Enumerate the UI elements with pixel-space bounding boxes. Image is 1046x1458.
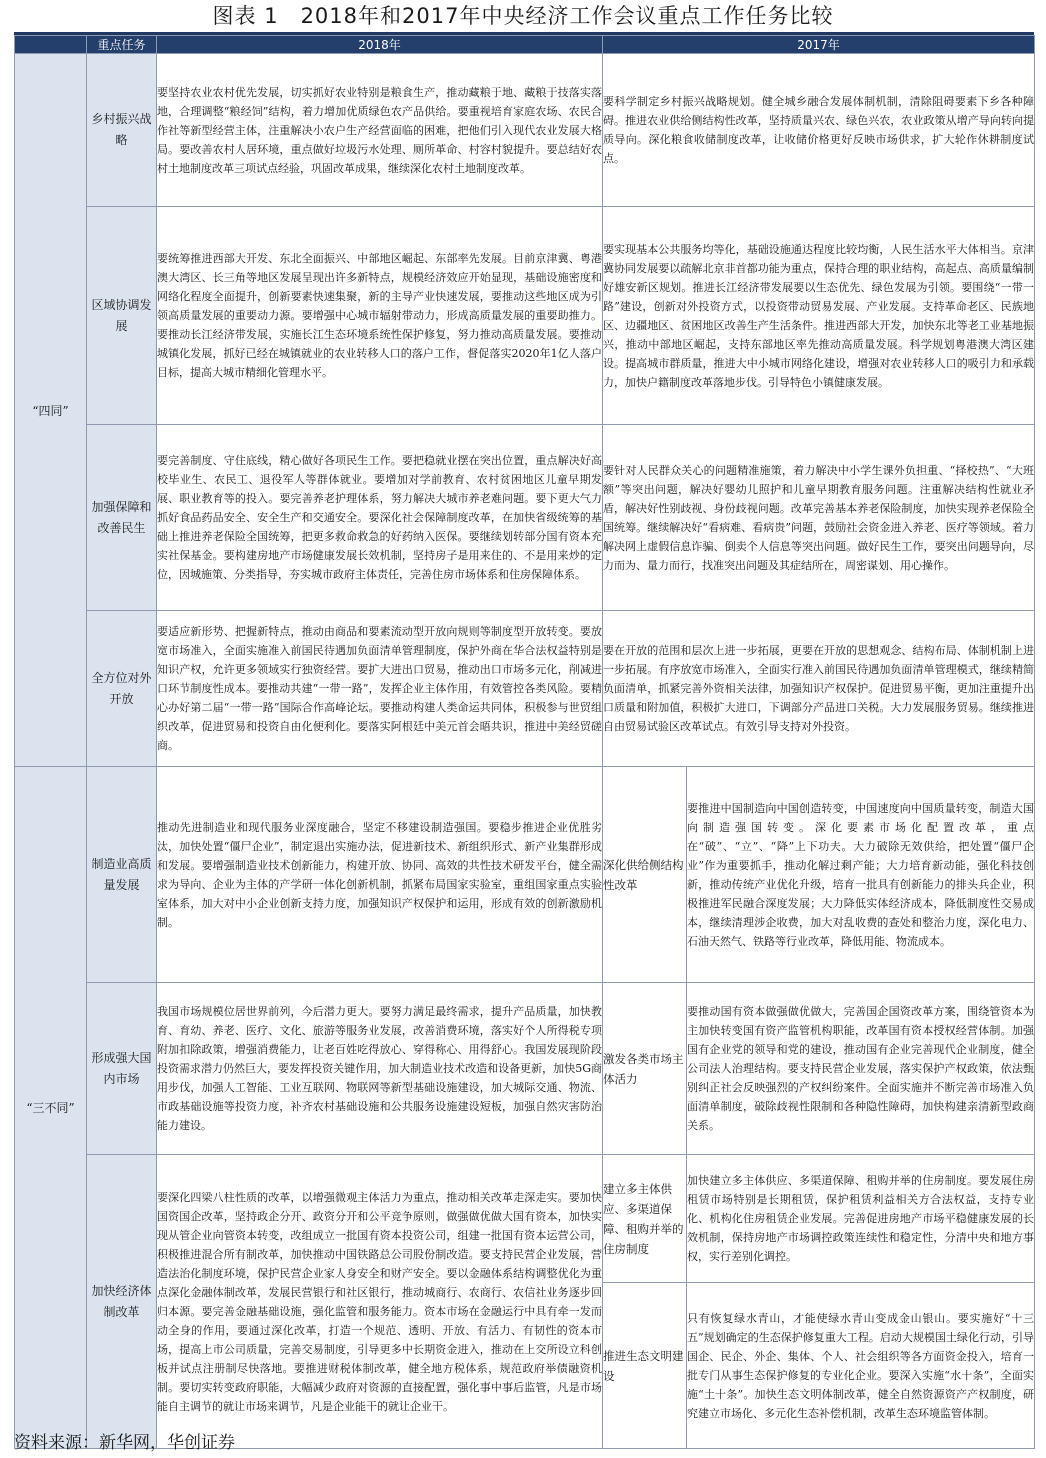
cell-2017: 要在开放的范围和层次上进一步拓展，更要在开放的思想观念、结构布局、体制机制上进一步拓展。有序放宽市场准入，全面实行准入前国民待遇加负面清单管理模式，继续精简负面清单，抓紧完善外资相关法律，加强知识产权保护。促进贸易平衡，更加注重提升出口质量和附加值，积极扩大进口，下调部分产品进口关税。大力发展服务贸易。继续推进自由贸易试验区改革试点。有效引导支持对外投资。 — [603, 611, 1035, 767]
source-note: 资料来源：新华网，华创证券 — [14, 1433, 235, 1453]
header-2017: 2017年 — [603, 36, 1035, 54]
cell-2017: 加快建立多主体供应、多渠道保障、租购并举的住房制度。要发展住房租赁市场特别是长期租赁，保护租赁利益相关方合法权益，支持专业化、机构化住房租赁企业发展。完善促进房地产市场平稳健康发展的长效机制，保持房地产市场调控政策连续性和稳定性，分清中央和地方事权，实行差别化调控。 — [687, 1155, 1035, 1283]
row-topic: 制造业高质量发展 — [87, 767, 157, 983]
cell-2017: 要实现基本公共服务均等化，基础设施通达程度比较均衡，人民生活水平大体相当。京津冀协同发展要以疏解北京非首都功能为重点，保持合理的职业结构，高起点、高质量编制好雄安新区规划。推进长江经济带发展要以生态优先、绿色发展为引领。要围绕“一带一路”建设，创新对外投资方式，以投资带动贸易发展、产业发展。支持革命老区、民族地区、边疆地区、贫困地区改善生产生活条件。推进西部大开发，加快东北等老工业基地振兴，推动中部地区崛起，支持东部地区率先推动高质量发展。科学规划粤港澳大湾区建设。提高城市群质量，推进大中小城市网络化建设，增强对农业转移人口的吸引力和承载力，加快户籍制度改革落地步伐。引导特色小镇健康发展。 — [603, 207, 1035, 425]
table-row — [15, 1155, 1035, 1283]
table-row — [15, 425, 1035, 611]
table-row — [15, 54, 1035, 207]
row-topic: 加强保障和改善民生 — [87, 425, 157, 611]
cell-2018: 要深化四梁八柱性质的改革，以增强微观主体活力为重点，推动相关改革走深走实。要加快国资国企改革，坚持政企分开、政资分开和公平竞争原则，做强做优做大国有资本，加快实现从管企业向管资本转变，改组成立一批国有资本投资公司，组建一批国有资本运营公司，积极推进混合所有制改革，加快推动中国铁路总公司股份制改造。要支持民营企业发展，营造法治化制度环境，保护民营企业家人身安全和财产安全。要以金融体系结构调整优化为重点深化金融体制改革，发展民营银行和社区银行，推动城商行、农商行、农信社业务逐步回归本源。要完善金融基础设施，强化监管和服务能力。资本市场在金融运行中具有牵一发而动全身的作用，要通过深化改革，打造一个规范、透明、开放、有活力、有韧性的资本市场，提高上市公司质量，完善交易制度，引导更多中长期资金进入，推动在上交所设立科创板并试点注册制尽快落地。要推进财税体制改革，健全地方税体系，规范政府举债融资机制。要切实转变政府职能，大幅减少政府对资源的直接配置，强化事中事后监管，凡是市场能自主调节的就让市场来调节，凡是企业能干的就让企业干。 — [157, 1155, 603, 1449]
cell-2017: 只有恢复绿水青山，才能使绿水青山变成金山银山。要实施好“十三五”规划确定的生态保护修复重大工程。启动大规模国土绿化行动，引导国企、民企、外企、集体、个人、社会组织等各方面资金投入，培育一批专门从事生态保护修复的专业化企业。要深入实施“水十条”，全面实施“土十条”。加快生态文明体制改革，健全自然资源资产产权制度，研究建立市场化、多元化生态补偿机制，改革生态环境监管体制。 — [687, 1283, 1035, 1449]
cell-2017: 要科学制定乡村振兴战略规划。健全城乡融合发展体制机制，清除阻碍要素下乡各种障碍。推进农业供给侧结构性改革，坚持质量兴农、绿色兴农，农业政策从增产导向转向提质导向。深化粮食收储制度改革，让收储价格更好反映市场供求，扩大轮作休耕制度试点。 — [603, 54, 1035, 207]
table-row — [15, 767, 1035, 983]
row-topic: 区域协调发展 — [87, 207, 157, 425]
sub-topic-2017: 深化供给侧结构性改革 — [603, 767, 687, 983]
sub-topic-2017: 建立多主体供应、多渠道保障、租购并举的住房制度 — [603, 1155, 687, 1283]
row-topic: 乡村振兴战略 — [87, 54, 157, 207]
cell-2017: 要针对人民群众关心的问题精准施策，着力解决中小学生课外负担重、“择校热”、“大班额”等突出问题，解决好婴幼儿照护和儿童早期教育服务问题。注重解决结构性就业矛盾，解决好性别歧视、身份歧视问题。改革完善基本养老保险制度，加快实现养老保险全国统筹。继续解决好“看病难、看病贵”问题，鼓励社会资金进入养老、医疗等领域。着力解决网上虚假信息诈骗、倒卖个人信息等突出问题。做好民生工作，要突出问题导向，尽力而为、量力而行，找准突出问题及其症结所在，周密谋划、用心操作。 — [603, 425, 1035, 611]
comparison-table — [14, 35, 1035, 1449]
group-three-different: “三不同” — [15, 767, 87, 1449]
header-task: 重点任务 — [87, 36, 157, 54]
table-header-row — [15, 36, 1035, 54]
table-row — [15, 983, 1035, 1155]
cell-2018: 要完善制度、守住底线，精心做好各项民生工作。要把稳就业摆在突出位置，重点解决好高校毕业生、农民工、退役军人等群体就业。要增加对学前教育、农村贫困地区儿童早期发展、职业教育等的投入。要完善养老护理体系，努力解决大城市养老难问题。要下更大气力抓好食品药品安全、安全生产和交通安全。要深化社会保障制度改革，在加快省级统筹的基础上推进养老保险全国统筹，把更多救命救急的好药纳入医保。要继续划转部分国有资本充实社保基金。要构建房地产市场健康发展长效机制，坚持房子是用来住的、不是用来炒的定位，因城施策、分类指导，夯实城市政府主体责任，完善住房市场体系和住房保障体系。 — [157, 425, 603, 611]
cell-2018: 要统筹推进西部大开发、东北全面振兴、中部地区崛起、东部率先发展。目前京津冀、粤港澳大湾区、长三角等地区发展呈现出许多新特点，规模经济效应开始显现，基础设施密度和网络化程度全面提升，创新要素快速集聚，新的主导产业快速发展，要推动这些地区成为引领高质量发展的重要动力源。要增强中心城市辐射带动力，形成高质量发展的重要助推力。要推动长江经济带发展，实施长江生态环境系统性保护修复，努力推动高质量发展。要推动城镇化发展，抓好已经在城镇就业的农业转移人口的落户工作，督促落实2020年1亿人落户目标，提高大城市精细化管理水平。 — [157, 207, 603, 425]
header-2018: 2018年 — [157, 36, 603, 54]
row-topic: 形成强大国内市场 — [87, 983, 157, 1155]
header-empty — [15, 36, 87, 54]
cell-2018: 推动先进制造业和现代服务业深度融合，坚定不移建设制造强国。要稳步推进企业优胜劣汰，加快处置“僵尸企业”，制定退出实施办法，促进新技术、新组织形式、新产业集群形成和发展。要增强制造业技术创新能力，构建开放、协同、高效的共性技术研发平台，健全需求为导向、企业为主体的产学研一体化创新机制，抓紧布局国家实验室，重组国家重点实验室体系，加大对中小企业创新支持力度，加强知识产权保护和运用，形成有效的创新激励机制。 — [157, 767, 603, 983]
cell-2017: 要推进中国制造向中国创造转变，中国速度向中国质量转变，制造大国向制造强国转变。深化要素市场化配置改革，重点在“破”、“立”、“降”上下功夫。大力破除无效供给，把处置“僵尸企业”作为重要抓手，推动化解过剩产能；大力培育新动能，强化科技创新，推动传统产业优化升级，培育一批具有创新能力的排头兵企业，积极推进军民融合深度发展；大力降低实体经济成本，降低制度性交易成本，继续清理涉企收费，加大对乱收费的查处和整治力度，深化电力、石油天然气、铁路等行业改革，降低用能、物流成本。 — [687, 767, 1035, 983]
row-topic: 加快经济体制改革 — [87, 1155, 157, 1449]
row-topic: 全方位对外开放 — [87, 611, 157, 767]
cell-2018: 要适应新形势、把握新特点，推动由商品和要素流动型开放向规则等制度型开放转变。要放宽市场准入，全面实施准入前国民待遇加负面清单管理制度，保护外商在华合法权益特别是知识产权，允许更多领域实行独资经营。要扩大进出口贸易，推动出口市场多元化，削减进口环节制度性成本。要推动共建“一带一路”，发挥企业主体作用，有效管控各类风险。要精心办好第二届“一带一路”国际合作高峰论坛。要推动构建人类命运共同体，积极参与世贸组织改革，促进贸易和投资自由化便利化。要落实阿根廷中美元首会晤共识，推进中美经贸磋商。 — [157, 611, 603, 767]
group-four-same: “四同” — [15, 54, 87, 767]
cell-2018: 要坚持农业农村优先发展，切实抓好农业特别是粮食生产，推动藏粮于地、藏粮于技落实落地，合理调整“粮经饲”结构，着力增加优质绿色农产品供给。要重视培育家庭农场、农民合作社等新型经营主体，注重解决小农户生产经营面临的困难，把他们引入现代农业发展大格局。要改善农村人居环境，重点做好垃圾污水处理、厕所革命、村容村貌提升。要总结好农村土地制度改革三项试点经验，巩固改革成果，继续深化农村土地制度改革。 — [157, 54, 603, 207]
table-row — [15, 207, 1035, 425]
cell-2017: 要推动国有资本做强做优做大，完善国企国资改革方案，围绕管资本为主加快转变国有资产监管机构职能，改革国有资本授权经营体制。加强国有企业党的领导和党的建设，推动国有企业完善现代企业制度，健全公司法人治理结构。要支持民营企业发展，落实保护产权政策，依法甄别纠正社会反映强烈的产权纠纷案件。全面实施并不断完善市场准入负面清单制度，破除歧视性限制和各种隐性障碍，加快构建亲清新型政商关系。 — [687, 983, 1035, 1155]
sub-topic-2017: 激发各类市场主体活力 — [603, 983, 687, 1155]
cell-2018: 我国市场规模位居世界前列，今后潜力更大。要努力满足最终需求，提升产品质量，加快教育、育幼、养老、医疗、文化、旅游等服务业发展，改善消费环境，落实好个人所得税专项附加扣除政策，增强消费能力，让老百姓吃得放心、穿得称心、用得舒心。我国发展现阶段投资需求潜力仍然巨大，要发挥投资关键作用，加大制造业技术改造和设备更新，加快5G商用步伐，加强人工智能、工业互联网、物联网等新型基础设施建设，加大城际交通、物流、市政基础设施等投资力度，补齐农村基础设施和公共服务设施建设短板，加强自然灾害防治能力建设。 — [157, 983, 603, 1155]
sub-topic-2017: 推进生态文明建设 — [603, 1283, 687, 1449]
figure-title: 图表 1 2018年和2017年中央经济工作会议重点工作任务比较 — [212, 4, 834, 28]
table-row — [15, 611, 1035, 767]
